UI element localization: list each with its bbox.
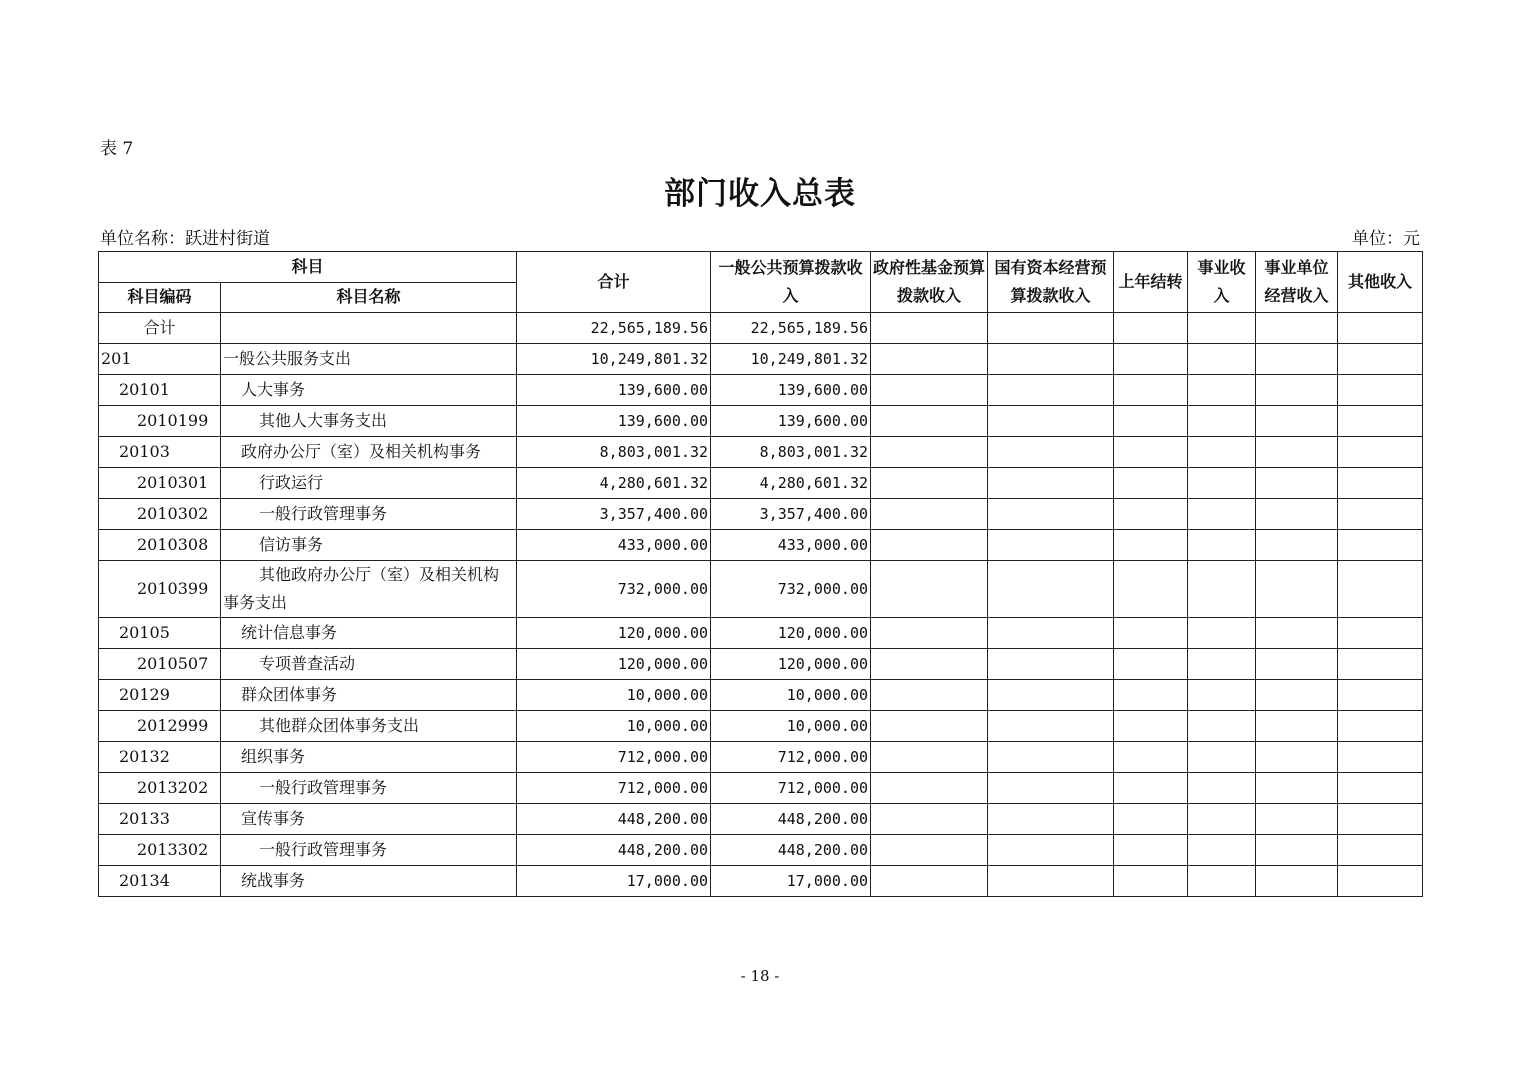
business-unit-cell [1256, 437, 1338, 468]
page-title: 部门收入总表 [664, 176, 856, 212]
business-income-cell [1188, 344, 1256, 375]
other-income-cell [1338, 618, 1423, 649]
subject-name-cell: 政府办公厅（室）及相关机构事务 [221, 437, 517, 468]
table-row [99, 866, 1423, 897]
general-budget-cell: 17,000.00 [711, 866, 871, 897]
general-budget-cell: 732,000.00 [711, 561, 871, 618]
carryover-cell [1114, 680, 1188, 711]
state-capital-cell [988, 499, 1114, 530]
total-cell: 8,803,001.32 [517, 437, 711, 468]
subject-code-cell: 2010301 [99, 468, 221, 499]
business-income-cell [1188, 530, 1256, 561]
subject-name-cell: 一般公共服务支出 [221, 344, 517, 375]
other-income-cell [1338, 313, 1423, 344]
general-budget-cell: 8,803,001.32 [711, 437, 871, 468]
other-income-cell [1338, 344, 1423, 375]
state-capital-cell [988, 742, 1114, 773]
business-unit-cell [1256, 680, 1338, 711]
subject-name-cell: 其他政府办公厅（室）及相关机构事务支出 [221, 561, 517, 618]
page-number: - 18 - [740, 967, 780, 985]
table-row [99, 530, 1423, 561]
general-budget-cell: 120,000.00 [711, 618, 871, 649]
business-unit-cell [1256, 530, 1338, 561]
general-budget-cell: 3,357,400.00 [711, 499, 871, 530]
gov-fund-cell [871, 375, 988, 406]
total-cell: 4,280,601.32 [517, 468, 711, 499]
business-income-cell [1188, 680, 1256, 711]
table-row [99, 742, 1423, 773]
total-cell: 448,200.00 [517, 835, 711, 866]
carryover-cell [1114, 468, 1188, 499]
subject-code-cell: 20134 [99, 866, 221, 897]
total-cell: 22,565,189.56 [517, 313, 711, 344]
subject-code-cell: 20133 [99, 804, 221, 835]
carryover-cell [1114, 649, 1188, 680]
table-row [99, 406, 1423, 437]
table-row [99, 618, 1423, 649]
carryover-cell [1114, 313, 1188, 344]
total-cell: 139,600.00 [517, 375, 711, 406]
gov-fund-cell [871, 530, 988, 561]
business-unit-cell [1256, 375, 1338, 406]
other-income-cell [1338, 773, 1423, 804]
state-capital-cell [988, 711, 1114, 742]
subject-code-cell: 2012999 [99, 711, 221, 742]
total-cell: 448,200.00 [517, 804, 711, 835]
table-row [99, 313, 1423, 344]
table-header [99, 252, 1423, 313]
business-income-cell [1188, 468, 1256, 499]
subject-name-cell: 专项普查活动 [221, 649, 517, 680]
state-capital-cell [988, 375, 1114, 406]
other-income-cell [1338, 437, 1423, 468]
table-row [99, 375, 1423, 406]
table-row [99, 344, 1423, 375]
business-unit-cell [1256, 804, 1338, 835]
business-unit-cell [1256, 866, 1338, 897]
general-budget-cell: 712,000.00 [711, 742, 871, 773]
state-capital-cell [988, 437, 1114, 468]
business-income-cell [1188, 649, 1256, 680]
general-budget-cell: 4,280,601.32 [711, 468, 871, 499]
business-income-cell [1188, 406, 1256, 437]
header-other-income: 其他收入 [1338, 252, 1423, 313]
business-unit-cell [1256, 835, 1338, 866]
other-income-cell [1338, 499, 1423, 530]
state-capital-cell [988, 344, 1114, 375]
subject-code-cell: 2010302 [99, 499, 221, 530]
other-income-cell [1338, 742, 1423, 773]
gov-fund-cell [871, 561, 988, 618]
header-subject-name: 科目名称 [221, 282, 517, 313]
other-income-cell [1338, 680, 1423, 711]
business-unit-cell [1256, 499, 1338, 530]
gov-fund-cell [871, 313, 988, 344]
carryover-cell [1114, 742, 1188, 773]
gov-fund-cell [871, 649, 988, 680]
business-income-cell [1188, 313, 1256, 344]
table-row [99, 773, 1423, 804]
header-business-income: 事业收入 [1188, 252, 1256, 313]
carryover-cell [1114, 773, 1188, 804]
header-total: 合计 [517, 252, 711, 313]
subject-name-cell: 其他人大事务支出 [221, 406, 517, 437]
state-capital-cell [988, 313, 1114, 344]
carryover-cell [1114, 618, 1188, 649]
subject-code-cell: 20103 [99, 437, 221, 468]
carryover-cell [1114, 344, 1188, 375]
general-budget-cell: 10,000.00 [711, 711, 871, 742]
gov-fund-cell [871, 437, 988, 468]
header-carryover: 上年结转 [1114, 252, 1188, 313]
total-cell: 433,000.00 [517, 530, 711, 561]
state-capital-cell [988, 561, 1114, 618]
business-income-cell [1188, 375, 1256, 406]
subject-name-cell: 统战事务 [221, 866, 517, 897]
total-cell: 17,000.00 [517, 866, 711, 897]
general-budget-cell: 10,000.00 [711, 680, 871, 711]
business-income-cell [1188, 804, 1256, 835]
unit-name-label: 单位名称：跃进村街道 [100, 229, 270, 249]
business-unit-cell [1256, 468, 1338, 499]
subject-code-cell: 2010399 [99, 561, 221, 618]
state-capital-cell [988, 866, 1114, 897]
income-summary-table [98, 251, 1423, 897]
subject-name-cell: 群众团体事务 [221, 680, 517, 711]
other-income-cell [1338, 561, 1423, 618]
carryover-cell [1114, 375, 1188, 406]
business-unit-cell [1256, 406, 1338, 437]
gov-fund-cell [871, 773, 988, 804]
subject-name-cell: 宣传事务 [221, 804, 517, 835]
subject-code-cell: 201 [99, 344, 221, 375]
subject-name-cell: 其他群众团体事务支出 [221, 711, 517, 742]
other-income-cell [1338, 866, 1423, 897]
other-income-cell [1338, 468, 1423, 499]
total-cell: 10,000.00 [517, 680, 711, 711]
other-income-cell [1338, 530, 1423, 561]
other-income-cell [1338, 375, 1423, 406]
subject-name-cell: 组织事务 [221, 742, 517, 773]
currency-unit-label: 单位：元 [1352, 229, 1420, 249]
table-row [99, 468, 1423, 499]
gov-fund-cell [871, 835, 988, 866]
carryover-cell [1114, 866, 1188, 897]
table-row [99, 561, 1423, 618]
business-income-cell [1188, 499, 1256, 530]
subject-code-cell: 2010199 [99, 406, 221, 437]
gov-fund-cell [871, 468, 988, 499]
general-budget-cell: 120,000.00 [711, 649, 871, 680]
state-capital-cell [988, 468, 1114, 499]
other-income-cell [1338, 804, 1423, 835]
business-unit-cell [1256, 711, 1338, 742]
carryover-cell [1114, 711, 1188, 742]
general-budget-cell: 139,600.00 [711, 406, 871, 437]
subject-name-cell: 信访事务 [221, 530, 517, 561]
other-income-cell [1338, 711, 1423, 742]
gov-fund-cell [871, 866, 988, 897]
gov-fund-cell [871, 742, 988, 773]
carryover-cell [1114, 437, 1188, 468]
subject-code-cell: 2013202 [99, 773, 221, 804]
carryover-cell [1114, 406, 1188, 437]
table-row [99, 711, 1423, 742]
subject-name-cell: 行政运行 [221, 468, 517, 499]
subject-code-cell: 2010308 [99, 530, 221, 561]
business-income-cell [1188, 866, 1256, 897]
gov-fund-cell [871, 804, 988, 835]
general-budget-cell: 22,565,189.56 [711, 313, 871, 344]
subject-name-cell [221, 313, 517, 344]
business-income-cell [1188, 835, 1256, 866]
state-capital-cell [988, 649, 1114, 680]
gov-fund-cell [871, 499, 988, 530]
carryover-cell [1114, 561, 1188, 618]
other-income-cell [1338, 406, 1423, 437]
gov-fund-cell [871, 618, 988, 649]
carryover-cell [1114, 835, 1188, 866]
table-body [99, 313, 1423, 897]
other-income-cell [1338, 835, 1423, 866]
subject-name-cell: 一般行政管理事务 [221, 773, 517, 804]
business-unit-cell [1256, 344, 1338, 375]
general-budget-cell: 448,200.00 [711, 804, 871, 835]
table-row [99, 649, 1423, 680]
other-income-cell [1338, 649, 1423, 680]
business-unit-cell [1256, 618, 1338, 649]
state-capital-cell [988, 835, 1114, 866]
state-capital-cell [988, 618, 1114, 649]
business-income-cell [1188, 711, 1256, 742]
state-capital-cell [988, 530, 1114, 561]
table-row [99, 499, 1423, 530]
subject-code-cell: 20129 [99, 680, 221, 711]
header-state-capital: 国有资本经营预算拨款收入 [988, 252, 1114, 313]
carryover-cell [1114, 530, 1188, 561]
gov-fund-cell [871, 711, 988, 742]
subject-name-cell: 人大事务 [221, 375, 517, 406]
carryover-cell [1114, 499, 1188, 530]
total-cell: 120,000.00 [517, 618, 711, 649]
total-cell: 712,000.00 [517, 742, 711, 773]
header-gov-fund: 政府性基金预算拨款收入 [871, 252, 988, 313]
table-row [99, 835, 1423, 866]
gov-fund-cell [871, 406, 988, 437]
table-row [99, 437, 1423, 468]
total-cell: 3,357,400.00 [517, 499, 711, 530]
table-row [99, 804, 1423, 835]
gov-fund-cell [871, 680, 988, 711]
total-cell: 10,000.00 [517, 711, 711, 742]
business-unit-cell [1256, 313, 1338, 344]
business-unit-cell [1256, 773, 1338, 804]
business-income-cell [1188, 437, 1256, 468]
subject-code-cell: 20101 [99, 375, 221, 406]
gov-fund-cell [871, 344, 988, 375]
subject-code-cell: 2013302 [99, 835, 221, 866]
state-capital-cell [988, 406, 1114, 437]
total-cell: 10,249,801.32 [517, 344, 711, 375]
business-unit-cell [1256, 561, 1338, 618]
state-capital-cell [988, 773, 1114, 804]
business-unit-cell [1256, 742, 1338, 773]
business-income-cell [1188, 742, 1256, 773]
business-income-cell [1188, 773, 1256, 804]
business-unit-cell [1256, 649, 1338, 680]
state-capital-cell [988, 680, 1114, 711]
state-capital-cell [988, 804, 1114, 835]
business-income-cell [1188, 618, 1256, 649]
subject-code-cell: 20132 [99, 742, 221, 773]
table-row [99, 680, 1423, 711]
subject-code-cell: 20105 [99, 618, 221, 649]
subject-name-cell: 统计信息事务 [221, 618, 517, 649]
total-cell: 120,000.00 [517, 649, 711, 680]
header-business-unit-income: 事业单位经营收入 [1256, 252, 1338, 313]
header-subject-code: 科目编码 [99, 282, 221, 313]
general-budget-cell: 10,249,801.32 [711, 344, 871, 375]
total-cell: 712,000.00 [517, 773, 711, 804]
carryover-cell [1114, 804, 1188, 835]
subject-name-cell: 一般行政管理事务 [221, 499, 517, 530]
general-budget-cell: 139,600.00 [711, 375, 871, 406]
general-budget-cell: 433,000.00 [711, 530, 871, 561]
table-label: 表 7 [100, 139, 134, 159]
subject-name-cell: 一般行政管理事务 [221, 835, 517, 866]
total-cell: 139,600.00 [517, 406, 711, 437]
header-subject: 科目 [99, 252, 517, 283]
business-income-cell [1188, 561, 1256, 618]
subject-code-cell: 2010507 [99, 649, 221, 680]
general-budget-cell: 712,000.00 [711, 773, 871, 804]
header-general-budget: 一般公共预算拨款收入 [711, 252, 871, 313]
total-cell: 732,000.00 [517, 561, 711, 618]
general-budget-cell: 448,200.00 [711, 835, 871, 866]
subject-code-cell: 合计 [99, 313, 221, 344]
